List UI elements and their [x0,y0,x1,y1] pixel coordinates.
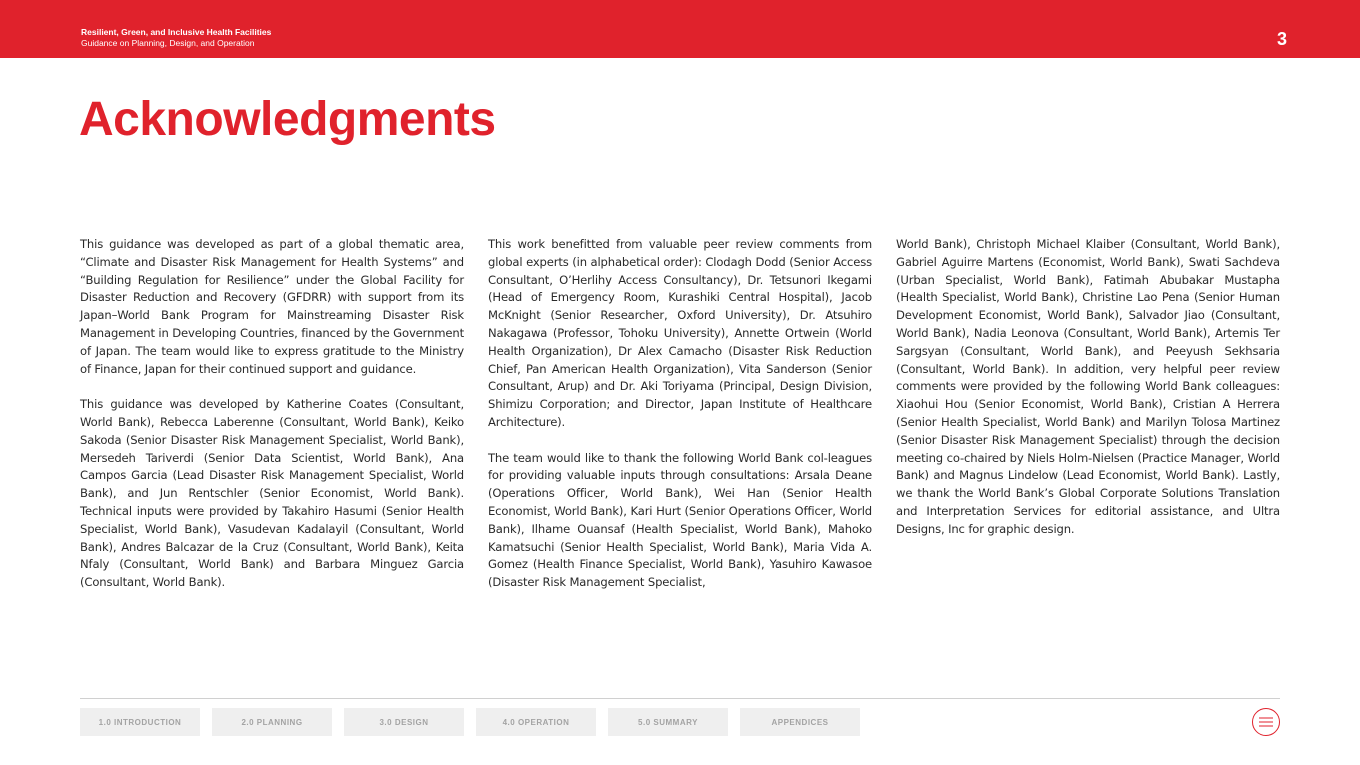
page-header [0,0,1360,58]
nav-tab-operation[interactable]: 4.0 OPERATION [476,708,596,736]
paragraph: The team would like to thank the following World Bank col-leagues for providing valuable inputs through consultations: Arsala Deane (Operations Officer, World Bank), Wei Han (Senior Health Economist, World Bank), Kari Hurt (Senior Operations Officer, World Bank), Ilhame Ouansaf (Health Specialist, World Bank), Mahoko Kamatsuchi (Senior Health Specialist, World Bank), Maria Vida A. Gomez (Health Finance Specialist, World Bank), Yasuhiro Kawasoe (Disaster Risk Management Specialist, [488,450,872,590]
hamburger-menu-icon [1259,716,1273,728]
paragraph: World Bank), Christoph Michael Klaiber (Consultant, World Bank), Gabriel Aguirre Martens (Economist, World Bank), Swati Sachdeva (Urban Specialist, World Bank), Fatimah Abubakar Mustapha (Health Specialist, World Bank), Christine Lao Pena (Senior Human Development Economist, World Bank), Salvador Jiao (Consultant, World Bank), Nadia Leonova (Consultant, World Bank), Artemis Ter Sargsyan (Consultant, World Bank), and Peeyush Sekhsaria (Consultant, World Bank). In addition, very helpful peer review comments were provided by the following World Bank colleagues: Xiaohui Hou (Senior Economist, World Bank), Cristian A Herrera (Senior Health Specialist, World Bank) and Marilyn Tolosa Martinez (Senior Disaster Risk Management Specialist) through the decision meeting co-chaired by Niels Holm-Nielsen (Practice Manager, World Bank) and Magnus Lindelow (Lead Economist, World Bank). Lastly, we thank the World Bank’s Global Corporate Solutions Translation and Interpretation Services for editorial assistance, and Ultra Designs, Inc for graphic design. [896,237,1280,536]
nav-tab-design[interactable]: 3.0 DESIGN [344,708,464,736]
nav-tab-planning[interactable]: 2.0 PLANNING [212,708,332,736]
document-subtitle: Guidance on Planning, Design, and Operation [81,38,255,48]
paragraph: This guidance was developed by Katherine Coates (Consultant, World Bank), Rebecca Laberenne (Consultant, World Bank), Keiko Sakoda (Senior Disaster Risk Management Specialist, World Bank), Mersedeh Tariverdi (Senior Data Scientist, World Bank), Ana Campos Garcia (Lead Disaster Risk Management Specialist, World Bank), and Jun Rentschler (Senior Economist, World Bank). Technical inputs were provided by Takahiro Hasumi (Senior Health Specialist, World Bank), Vasudevan Kadalayil (Consultant, World Bank), Andres Balcazar de la Cruz (Consultant, World Bank), Keita Nfaly (Consultant, World Bank) and Barbara Minguez Garcia (Consultant, World Bank). [80,397,464,590]
nav-tab-introduction[interactable]: 1.0 INTRODUCTION [80,708,200,736]
menu-button[interactable] [1252,708,1280,736]
page-title: Acknowledgments [79,93,496,146]
paragraph: This guidance was developed as part of a global thematic area, “Climate and Disaster Risk Management for Health Systems” and “Building Regulation for Resilience” under the Global Facility for Disaster Reduction and Recovery (GFDRR) with support from its Japan–World Bank Program for Mainstreaming Disaster Risk Management in Developing Countries, financed by the Government of Japan. The team would like to express gratitude to the Ministry of Finance, Japan for their continued support and guidance. [80,237,464,376]
text-column-3 [896,236,1280,556]
section-nav [80,708,872,736]
text-column-1 [80,236,464,610]
nav-tab-summary[interactable]: 5.0 SUMMARY [608,708,728,736]
text-column-2 [488,236,872,610]
document-title: Resilient, Green, and Inclusive Health Facilities [81,27,272,37]
page-number: 3 [1276,29,1287,49]
paragraph: This work benefitted from valuable peer review comments from global experts (in alphabetical order): Clodagh Dodd (Senior Access Consultant, O’Herlihy Access Consultancy), Dr. Tetsunori Ikegami (Head of Emergency Room, Kurashiki Central Hospital), Jacob McKnight (Senior Researcher, Oxford University), Dr. Atsuhiro Nakagawa (Professor, Tohoku University), Annette Ortwein (World Health Organization), Dr Alex Camacho (Disaster Risk Reduction Chief, Pan American Health Organization), Vita Sanderson (Senior Consultant, Arup) and Dr. Aki Toriyama (Principal, Design Division, Shimizu Corporation; and Director, Japan Institute of Healthcare Architecture). [488,237,872,429]
nav-tab-appendices[interactable]: APPENDICES [740,708,860,736]
footer-divider [80,698,1280,699]
